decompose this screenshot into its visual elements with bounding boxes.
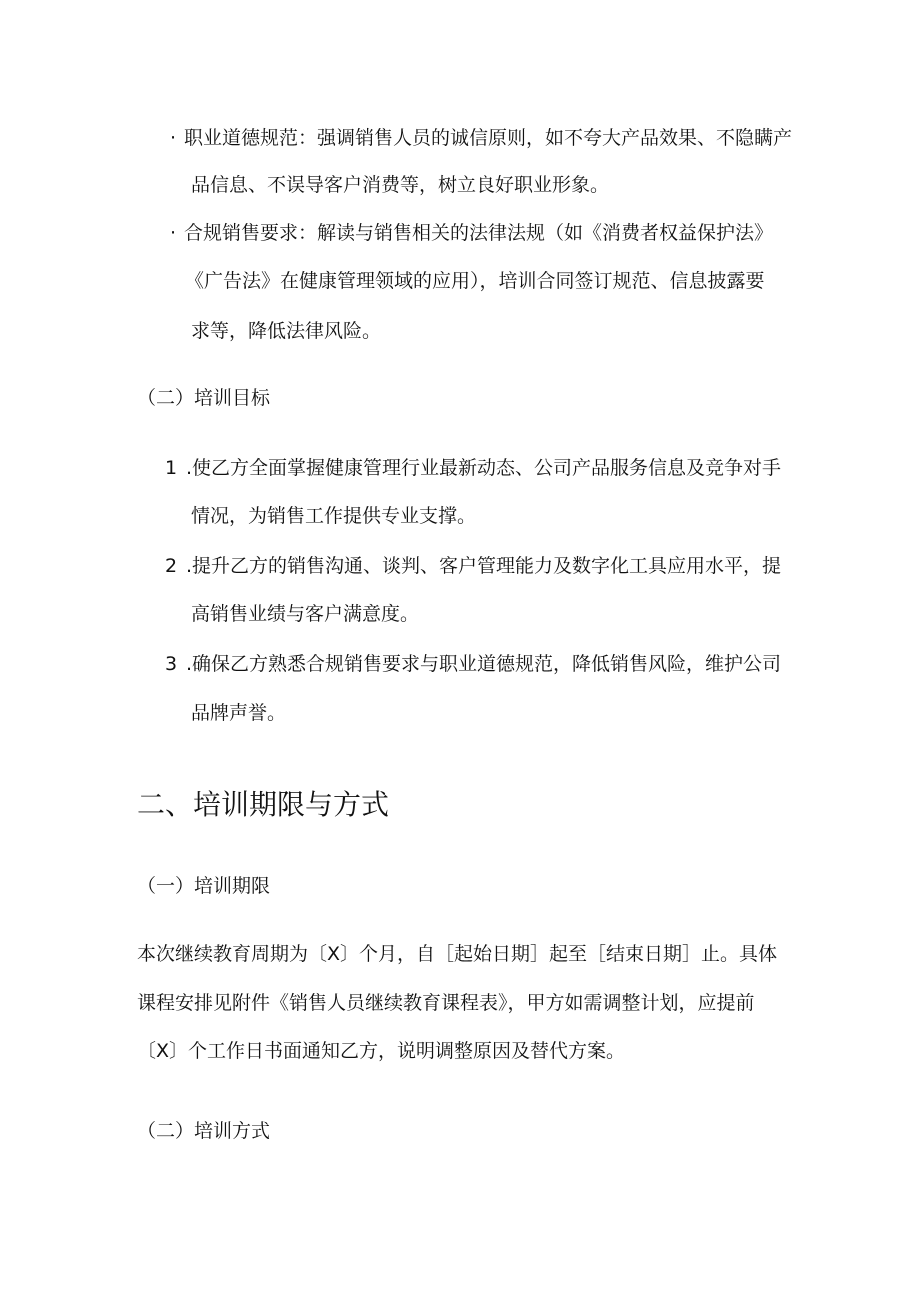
list-item-continuation: 情况，为销售工作提供专业支撑。 [191, 505, 477, 527]
paragraph-line: 本次继续教育周期为〔X〕个月，自［起始日期］起至［结束日期］止。具体 [137, 943, 778, 965]
bullet-text-continuation: 《广告法》在健康管理领域的应用），培训合同签订规范、信息披露要 [185, 270, 765, 292]
section-heading-goals: （二）培训目标 [137, 387, 271, 409]
list-item-text: .确保乙方熟悉合规销售要求与职业道德规范，降低销售风险，维护公司 [186, 653, 782, 675]
list-item-continuation: 品牌声誉。 [191, 702, 287, 724]
list-number: 2 [165, 555, 178, 577]
list-number: 1 [165, 457, 178, 479]
list-number: 3 [165, 653, 178, 675]
bullet-text-continuation: 品信息、不误导客户消费等，树立良好职业形象。 [191, 174, 610, 196]
bullet-item [170, 125, 792, 151]
bullet-text-line: 职业道德规范：强调销售人员的诚信原则，如不夸大产品效果、不隐瞒产 [184, 127, 793, 149]
paragraph-line: 〔X〕个工作日书面通知乙方，说明调整原因及替代方案。 [137, 1040, 626, 1062]
list-item-continuation: 高销售业绩与客户满意度。 [191, 603, 420, 625]
bullet-marker: · [170, 222, 177, 244]
section-heading-period: （一）培训期限 [137, 875, 271, 897]
list-item-text: .提升乙方的销售沟通、谈判、客户管理能力及数字化工具应用水平，提 [186, 555, 782, 577]
bullet-text-line: 合规销售要求：解读与销售相关的法律法规（如《消费者权益保护法》 [184, 222, 774, 244]
bullet-item [170, 220, 773, 246]
chapter-title: 二、培训期限与方式 [137, 788, 390, 821]
bullet-marker: · [170, 127, 177, 149]
list-item-text: .使乙方全面掌握健康管理行业最新动态、公司产品服务信息及竞争对手 [186, 457, 782, 479]
paragraph-line: 课程安排见附件《销售人员继续教育课程表》，甲方如需调整计划，应提前 [137, 992, 755, 1014]
bullet-text-continuation: 求等，降低法律风险。 [191, 320, 382, 342]
section-heading-method: （二）培训方式 [137, 1120, 271, 1142]
